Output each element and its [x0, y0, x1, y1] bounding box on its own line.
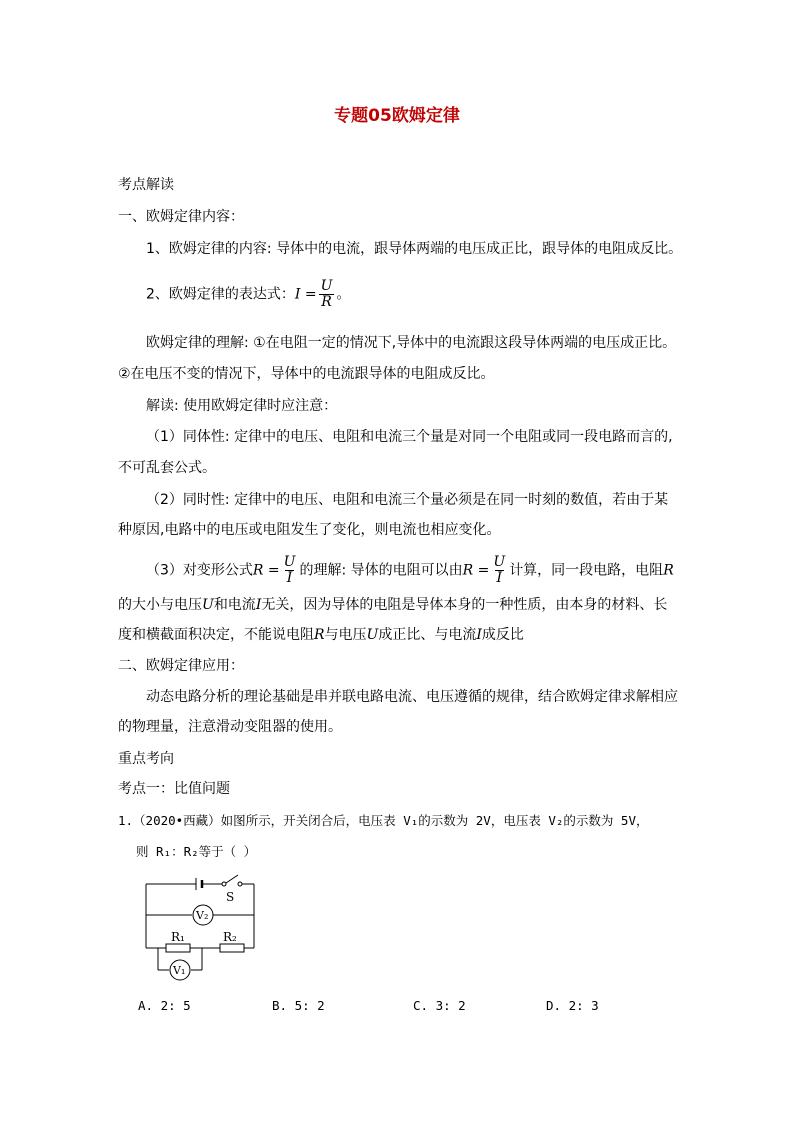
formula-fraction	[491, 555, 507, 586]
formula-lhs: R =	[252, 562, 280, 579]
voltmeter-v1	[170, 960, 190, 980]
voltmeter-v2-label: V₂	[196, 909, 209, 922]
paragraph-ohm-law-expression	[146, 279, 350, 310]
option-b[interactable]: B. 5: 2	[272, 998, 325, 1013]
expression-suffix: 。	[336, 286, 351, 303]
variable-i: I	[255, 597, 262, 613]
resistor-r1	[166, 944, 190, 952]
formula-numerator: U	[320, 278, 333, 294]
paragraph-understanding-line1: 欧姆定律的理解: ①在电阻一定的情况下,导体中的电流跟这段导体两端的电压成正比。	[146, 335, 677, 351]
switch-label: S	[226, 890, 235, 904]
key-point-heading: 考点一：比值问题	[118, 781, 230, 797]
heading-ohm-law-content: 一、欧姆定律内容：	[118, 209, 244, 225]
formula-fraction	[282, 555, 298, 586]
formula-fraction	[319, 279, 335, 310]
voltmeter-v1-label: V₁	[173, 964, 186, 977]
paragraph-derived-formula-line3	[118, 626, 524, 644]
paragraph-derived-formula-line1	[146, 555, 674, 586]
formula-lhs: I =	[294, 286, 317, 303]
paragraph-consistency-line2: 不可乱套公式。	[118, 460, 216, 476]
text-segment: 和电流	[213, 597, 256, 613]
paragraph-consistency-line1: （1）同体性: 定律中的电压、电阻和电流三个量是对同一个电阻或同一段电路而言的,	[146, 429, 673, 445]
section-heading-interpretation: 考点解读	[118, 177, 174, 193]
variable-u: U	[366, 627, 379, 643]
resistor-r2	[220, 944, 244, 952]
text-segment: 与电压	[324, 627, 367, 643]
text-segment: 成反比	[481, 627, 524, 643]
expression-label: 2、欧姆定律的表达式：	[146, 286, 295, 303]
text-segment: 无关，因为导体的电阻是导体本身的一种性质，由本身的材料、长	[261, 597, 668, 613]
text-segment: 度和横截面积决定，不能说电阻	[118, 627, 314, 643]
section-heading-focus: 重点考向	[118, 751, 174, 767]
formula-numerator: U	[283, 554, 296, 570]
formula-denominator: I	[496, 570, 503, 586]
paragraph-dynamic-circuit-line2: 的物理量，注意滑动变阻器的使用。	[118, 719, 342, 735]
resistor-r1-label: R₁	[171, 930, 185, 944]
question-1-stem: 1.（2020•西藏）如图所示，开关闭合后，电压表 V₁的示数为 2V，电压表 V₂的示数为 5V，	[118, 813, 649, 828]
text-segment: 的理解: 导体的电阻可以由	[299, 562, 463, 579]
paragraph-understanding-line2: ②在电压不变的情况下，导体中的电流跟导体的电阻成反比。	[118, 366, 495, 382]
paragraph-simultaneity-line1: （2）同时性: 定律中的电压、电阻和电流三个量必须是在同一时刻的数值，若由于某	[146, 492, 669, 508]
formula-lhs: R =	[462, 562, 490, 579]
paragraph-ohm-law-definition: 1、欧姆定律的内容: 导体中的电流，跟导体两端的电压成正比，跟导体的电阻成反比。	[146, 241, 683, 257]
paragraph-simultaneity-line2: 种原因,电路中的电压或电阻发生了变化，则电流也相应变化。	[118, 522, 501, 538]
heading-ohm-law-application: 二、欧姆定律应用：	[118, 658, 244, 674]
text-segment: 计算，同一段电路，电阻	[509, 562, 664, 579]
variable-i: I	[476, 627, 482, 643]
page-title: 专题05欧姆定律	[334, 106, 460, 126]
option-d[interactable]: D. 2: 3	[546, 998, 599, 1013]
paragraph-derived-formula-line2	[118, 596, 667, 614]
option-a[interactable]: A. 2: 5	[138, 998, 191, 1013]
variable-r: R	[663, 562, 674, 579]
formula-denominator: I	[286, 570, 293, 586]
variable-r: R	[314, 627, 325, 643]
switch-blade	[226, 875, 238, 883]
variable-u: U	[202, 597, 214, 613]
formula-numerator: U	[493, 554, 506, 570]
switch-contact-left	[222, 882, 226, 886]
option-c[interactable]: C. 3: 2	[413, 998, 466, 1013]
text-segment: （3）对变形公式	[146, 562, 253, 579]
voltmeter-v2	[193, 905, 213, 925]
resistor-r2-label: R₂	[223, 930, 237, 944]
text-segment: 成正比、与电流	[378, 627, 477, 643]
question-1-ask: 则 R₁：R₂等于（ ）	[136, 844, 257, 859]
paragraph-notes-heading: 解读: 使用欧姆定律时应注意：	[146, 398, 338, 414]
switch-contact-right	[238, 882, 242, 886]
paragraph-dynamic-circuit-line1: 动态电路分析的理论基础是串并联电路电流、电压遵循的规律，结合欧姆定律求解相应	[146, 689, 678, 705]
formula-denominator: R	[321, 294, 332, 310]
text-segment: 的大小与电压	[118, 597, 202, 613]
